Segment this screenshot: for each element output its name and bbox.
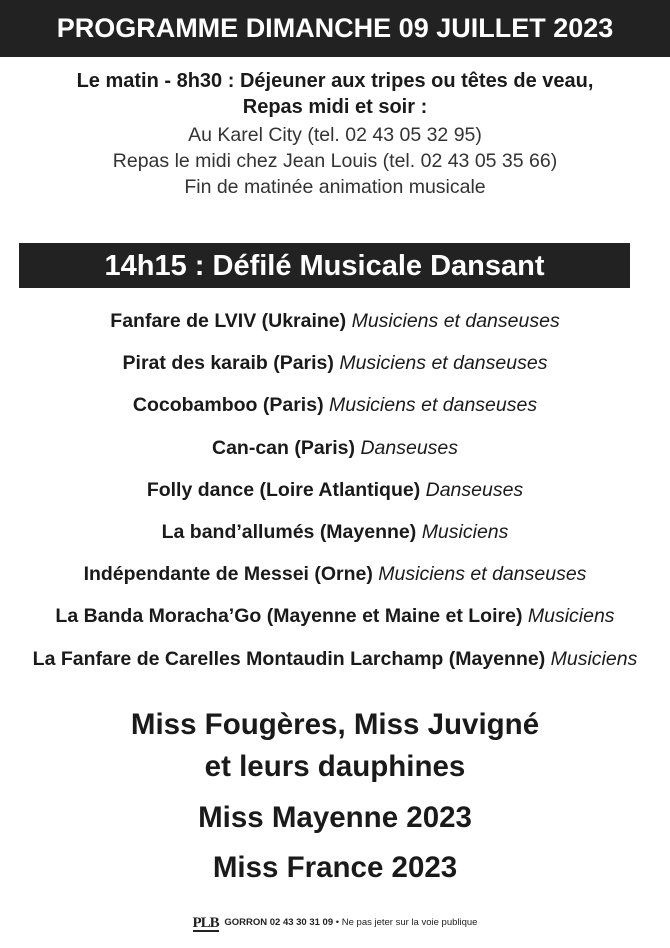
group-role: Musiciens et danseuses xyxy=(339,352,548,375)
group-role: Musiciens et danseuses xyxy=(328,394,538,417)
group-role: Danseuses xyxy=(360,436,459,459)
list-item xyxy=(0,435,670,477)
group-name: La Fanfare de Carelles Montaudin Larchamp (Mayenne) xyxy=(32,647,546,670)
page-title-banner xyxy=(0,0,670,57)
group-role: Musiciens et danseuses xyxy=(351,310,560,332)
list-item xyxy=(0,392,670,434)
parade-title: 14h15 : Défilé Musicale Dansant xyxy=(104,250,545,282)
list-item xyxy=(0,477,670,519)
group-role: Musiciens et danseuses xyxy=(378,563,587,586)
group-role: Musiciens xyxy=(550,647,638,670)
miss-line-1: Miss Fougères, Miss Juvigné xyxy=(130,708,540,741)
list-item xyxy=(0,350,670,392)
morning-line-3: Au Karel City (tel. 02 43 05 32 95) xyxy=(188,124,482,146)
morning-line-1: Le matin - 8h30 : Déjeuner aux tripes ou têtes de veau, xyxy=(76,70,594,92)
group-name: Indépendante de Messei (Orne) xyxy=(83,563,373,586)
miss-line-3: Miss Mayenne 2023 xyxy=(198,801,472,834)
printer-info: GORRON 02 43 30 31 09 xyxy=(224,917,334,928)
morning-line-5: Fin de matinée animation musicale xyxy=(184,176,486,198)
morning-line-4: Repas le midi chez Jean Louis (tel. 02 43 05 35 66) xyxy=(112,150,558,172)
printer-logo: PLB xyxy=(192,915,219,931)
parade-title-banner xyxy=(19,243,630,288)
list-item xyxy=(0,308,670,350)
group-name: Can-can (Paris) xyxy=(211,436,356,459)
group-name: La band’allumés (Mayenne) xyxy=(161,520,417,543)
page-title: PROGRAMME DIMANCHE 09 JUILLET 2023 xyxy=(56,13,614,43)
group-name: Cocobamboo (Paris) xyxy=(132,394,324,417)
recycling-notice: • Ne pas jeter sur la voie publique xyxy=(335,917,478,928)
list-item xyxy=(0,603,670,645)
group-name: Fanfare de LVIV (Ukraine) xyxy=(110,310,347,332)
list-item xyxy=(0,646,670,688)
list-item xyxy=(0,561,670,603)
group-role: Danseuses xyxy=(425,478,524,501)
list-item xyxy=(0,519,670,561)
miss-line-2: et leurs dauphines xyxy=(204,750,466,783)
group-role: Musiciens xyxy=(527,605,615,628)
group-name: Folly dance (Loire Atlantique) xyxy=(146,478,421,501)
group-role: Musiciens xyxy=(421,520,509,543)
footer xyxy=(0,916,670,932)
group-name: La Banda Moracha’Go (Mayenne et Maine et Loire) xyxy=(55,605,523,628)
group-name: Pirat des karaib (Paris) xyxy=(122,352,334,375)
morning-section xyxy=(0,68,670,200)
parade-list xyxy=(0,308,670,688)
miss-line-4: Miss France 2023 xyxy=(212,851,458,884)
morning-line-2: Repas midi et soir : xyxy=(242,96,428,118)
miss-section xyxy=(0,704,670,889)
